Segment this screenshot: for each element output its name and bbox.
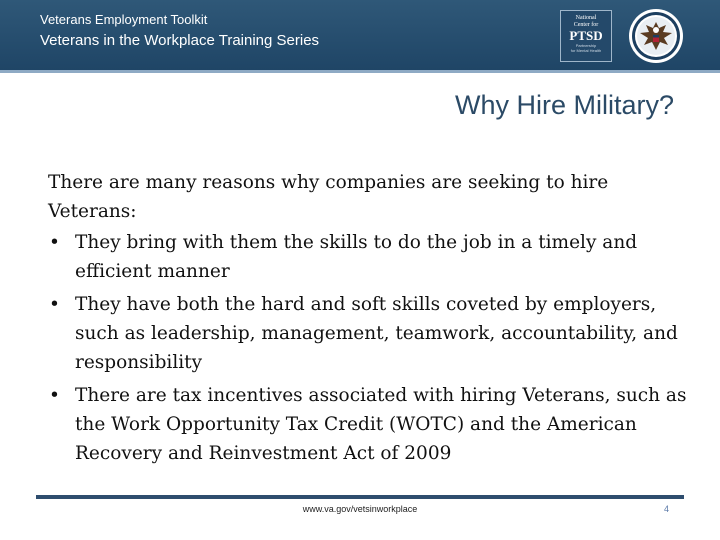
bullet-icon: •	[49, 232, 60, 253]
bullet-text: They have both the hard and soft skills coveted by employers, such as leadership, management, teamwork, accountability, and responsibility	[75, 294, 678, 373]
bullet-text: There are tax incentives associated with hiring Veterans, such as the Work Opportunity Tax Credit (WOTC) and the American Recovery and Reinvestment Act of 2009	[75, 385, 687, 464]
slide-body	[48, 168, 688, 472]
va-seal-icon	[628, 8, 684, 64]
ptsd-logo-tiny2: for Mental Health	[570, 48, 602, 53]
footer-url-link[interactable]: www.va.gov/vetsinworkplace	[302, 504, 418, 514]
bullet-text: They bring with them the skills to do the job in a timely and efficient manner	[75, 232, 638, 282]
list-item	[48, 290, 688, 377]
bullet-icon: •	[49, 385, 60, 406]
toolkit-title: Veterans Employment Toolkit	[40, 12, 208, 27]
ptsd-logo-line2: Center for	[573, 22, 599, 28]
ptsd-logo	[560, 10, 612, 62]
page-number: 4	[664, 504, 670, 514]
list-item	[48, 228, 688, 286]
bullet-list	[48, 228, 688, 468]
header-banner	[0, 0, 720, 70]
ptsd-logo-tiny1: Partnership	[575, 43, 597, 48]
series-title: Veterans in the Workplace Training Series	[40, 32, 320, 49]
bullet-icon: •	[49, 294, 60, 315]
ptsd-logo-big: PTSD	[569, 28, 603, 43]
footer-bar	[36, 495, 684, 499]
slide-title: Why Hire Military?	[454, 90, 674, 120]
ptsd-logo-line1: National	[575, 15, 597, 21]
list-item	[48, 381, 688, 468]
intro-paragraph: There are many reasons why companies are seeking to hire Veterans:	[48, 172, 609, 222]
header-accent-rule	[0, 70, 720, 73]
